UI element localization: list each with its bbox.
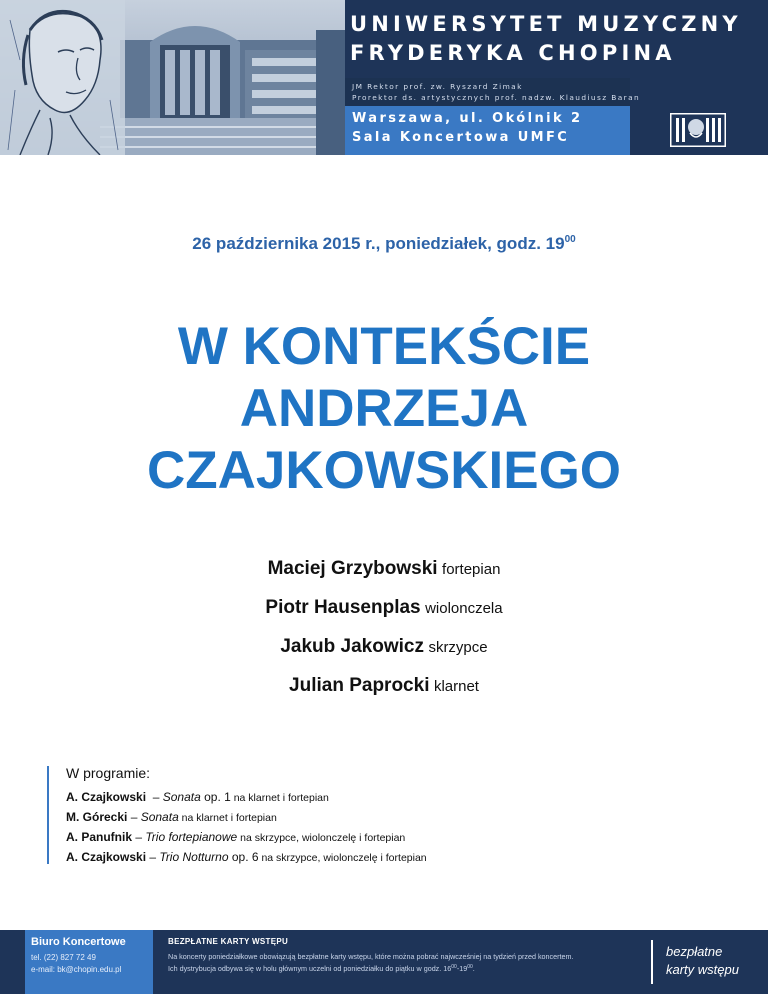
performer-name: Julian Paprocki (289, 675, 430, 696)
free-tickets-title: BEZPŁATNE KARTY WSTĘPU (168, 937, 289, 946)
venue-text: Sala Koncertowa UMFC (352, 130, 570, 145)
concert-office-title: Biuro Koncertowe (31, 936, 126, 948)
free-admission-line1: bezpłatne (666, 944, 723, 959)
concert-title-line2: ANDRZEJA (239, 379, 529, 438)
event-time-superscript: 00 (564, 234, 576, 245)
free-tickets-time-sup2: 00 (467, 964, 473, 970)
program-list (66, 790, 746, 870)
umfc-logo-icon (670, 113, 726, 147)
program-dash: – (146, 850, 160, 864)
performer (0, 558, 768, 597)
concert-title-line1: W KONTEKŚCIE (177, 317, 591, 376)
address-text: Warszawa, ul. Okólnik 2 (352, 111, 583, 126)
program-dash: – (146, 790, 163, 804)
program-composer: A. Panufnik (66, 830, 133, 844)
program-opus: op. 1 (200, 790, 231, 804)
free-tickets-time-dash: -19 (456, 964, 468, 973)
performer (0, 636, 768, 675)
program-work: Sonata (140, 810, 179, 824)
program-item (66, 830, 746, 850)
performer-instrument: klarnet (433, 678, 479, 695)
program-dash: – (127, 810, 141, 824)
program-dash: – (132, 830, 146, 844)
program-item (66, 810, 746, 830)
header-artwork (0, 0, 345, 155)
program-work: Trio fortepianowe (145, 830, 238, 844)
free-tickets-time-sup1: 00 (451, 964, 457, 970)
program-label: W programie: (66, 765, 151, 781)
footer-divider (651, 940, 653, 984)
university-building-photo (100, 26, 345, 155)
performers-list (0, 558, 768, 714)
program-item (66, 850, 746, 870)
performer (0, 597, 768, 636)
university-name-line1: UNIWERSYTET MUZYCZNY (350, 12, 742, 36)
concert-office-phone: tel. (22) 827 72 49 (31, 953, 96, 962)
concert-title (0, 316, 768, 502)
performer-instrument: wiolonczela (425, 600, 503, 617)
prorector-text: Prorektor ds. artystycznych prof. nadzw. Klaudiusz Baran (352, 93, 641, 102)
performer (0, 675, 768, 714)
free-admission-line2: karty wstępu (666, 962, 739, 977)
rector-text: JM Rektor prof. zw. Ryszard Zimak (352, 82, 523, 91)
free-tickets-info-line2 (168, 964, 475, 973)
performer-name: Maciej Grzybowski (267, 558, 438, 579)
program-composer: M. Górecki (66, 810, 128, 824)
performer-name: Piotr Hausenplas (265, 597, 421, 618)
program-item (66, 790, 746, 810)
free-tickets-info-text: Ich dystrybucja odbywa się w holu głównym uczelni od poniedziałku do piątku w godz. 16 (168, 964, 452, 973)
free-tickets-info-line1: Na koncerty poniedziałkowe obowiązują bezpłatne karty wstępu, które można pobrać najwcześniej na tydzień przed koncertem. (168, 952, 574, 961)
program-opus: op. 6 (228, 850, 259, 864)
performer-instrument: skrzypce (428, 639, 488, 656)
performer-instrument: fortepian (442, 561, 501, 578)
program-work: Sonata (162, 790, 201, 804)
program-composer: A. Czajkowski (66, 850, 147, 864)
event-date (0, 234, 768, 254)
program-scoring: na klarnet i fortepian (178, 812, 277, 824)
concert-title-line3: CZAJKOWSKIEGO (146, 441, 622, 500)
concert-office-email: e-mail: bk@chopin.edu.pl (31, 965, 122, 974)
program-scoring: na skrzypce, wiolonczelę i fortepian (258, 852, 427, 864)
chopin-portrait-sketch (0, 0, 125, 155)
event-date-text: 26 października 2015 r., poniedziałek, godz. 19 (192, 234, 565, 253)
university-name (350, 10, 760, 68)
program-accent-bar (47, 766, 49, 864)
university-name-line2: FRYDERYKA CHOPINA (350, 41, 676, 65)
program-composer: A. Czajkowski (66, 790, 147, 804)
program-work: Trio Notturno (159, 850, 229, 864)
free-tickets-info-end: . (472, 964, 475, 973)
program-scoring: na klarnet i fortepian (230, 792, 329, 804)
performer-name: Jakub Jakowicz (280, 636, 424, 657)
program-scoring: na skrzypce, wiolonczelę i fortepian (237, 832, 406, 844)
